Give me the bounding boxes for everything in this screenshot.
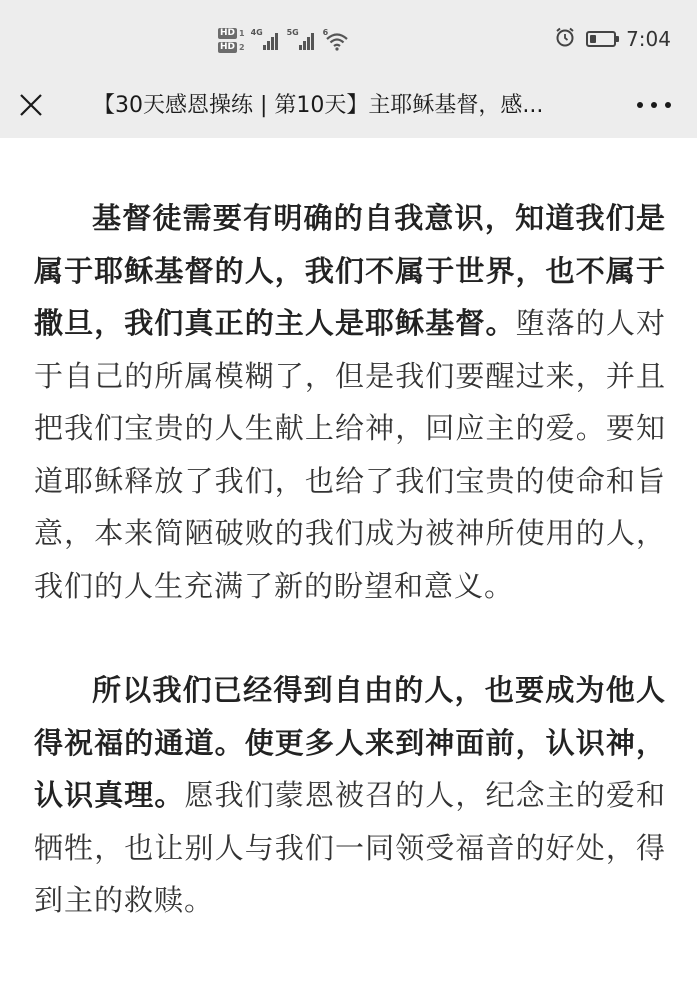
page-title: 【30天感恩操练 | 第10天】主耶稣基督，感...: [93, 93, 544, 118]
more-dot: [651, 102, 657, 108]
hd-icon: [218, 28, 245, 39]
hd-badge-2: HD: [220, 41, 236, 52]
paragraph-2-text: 愿我们蒙恩被召的人，纪念主的爱和牺牲，也让别人与我们一同领受福音的好处，得到主的救赎。: [34, 778, 666, 917]
hd-num-2: 2: [239, 42, 245, 52]
hd-indicators: [218, 28, 245, 53]
signal-label-1: 4G: [250, 28, 263, 37]
wifi-label: 6: [322, 28, 329, 37]
battery-icon: [586, 31, 616, 47]
wifi-icon: [323, 28, 349, 52]
paragraph-1-bold: 基督徒需要有明确的自我意识，知道我们是属于耶稣基督的人，我们不属于世界，也不属于撒旦，我们真正的主人是耶稣基督。: [34, 201, 666, 340]
signal-label-2: 5G: [286, 28, 299, 37]
paragraph-2-bold: 所以我们已经得到自由的人，也要成为他人得祝福的通道。使更多人来到神面前，认识神，认识真理。: [34, 673, 666, 812]
status-bar: [0, 0, 697, 80]
alarm-icon: [554, 26, 576, 52]
clock: 7:04: [626, 27, 671, 51]
more-dot: [665, 102, 671, 108]
status-left: [218, 22, 349, 58]
paragraph-1-text: 堕落的人对于自己的所属模糊了，但是我们要醒过来，并且把我们宝贵的人生献上给神，回应主的爱。要知道耶稣释放了我们，也给了我们宝贵的使命和旨意，本来简陋破败的我们成为被神所使用的人，我们的人生充满了新的盼望和意义。: [34, 306, 666, 603]
close-icon[interactable]: [16, 90, 46, 120]
paragraph-1: [34, 192, 666, 612]
signal-icon-2: [287, 28, 317, 52]
nav-bar: [0, 80, 697, 138]
article-body: [34, 192, 666, 927]
hd-badge-1: HD: [220, 27, 236, 38]
more-dot: [637, 102, 643, 108]
hd-icon-2: [218, 42, 245, 53]
battery-fill: [590, 35, 596, 43]
status-right: [554, 26, 671, 52]
hd-num-1: 1: [239, 28, 245, 38]
more-icon[interactable]: [637, 90, 671, 120]
signal-icon: [251, 28, 281, 52]
paragraph-2: [34, 664, 666, 927]
